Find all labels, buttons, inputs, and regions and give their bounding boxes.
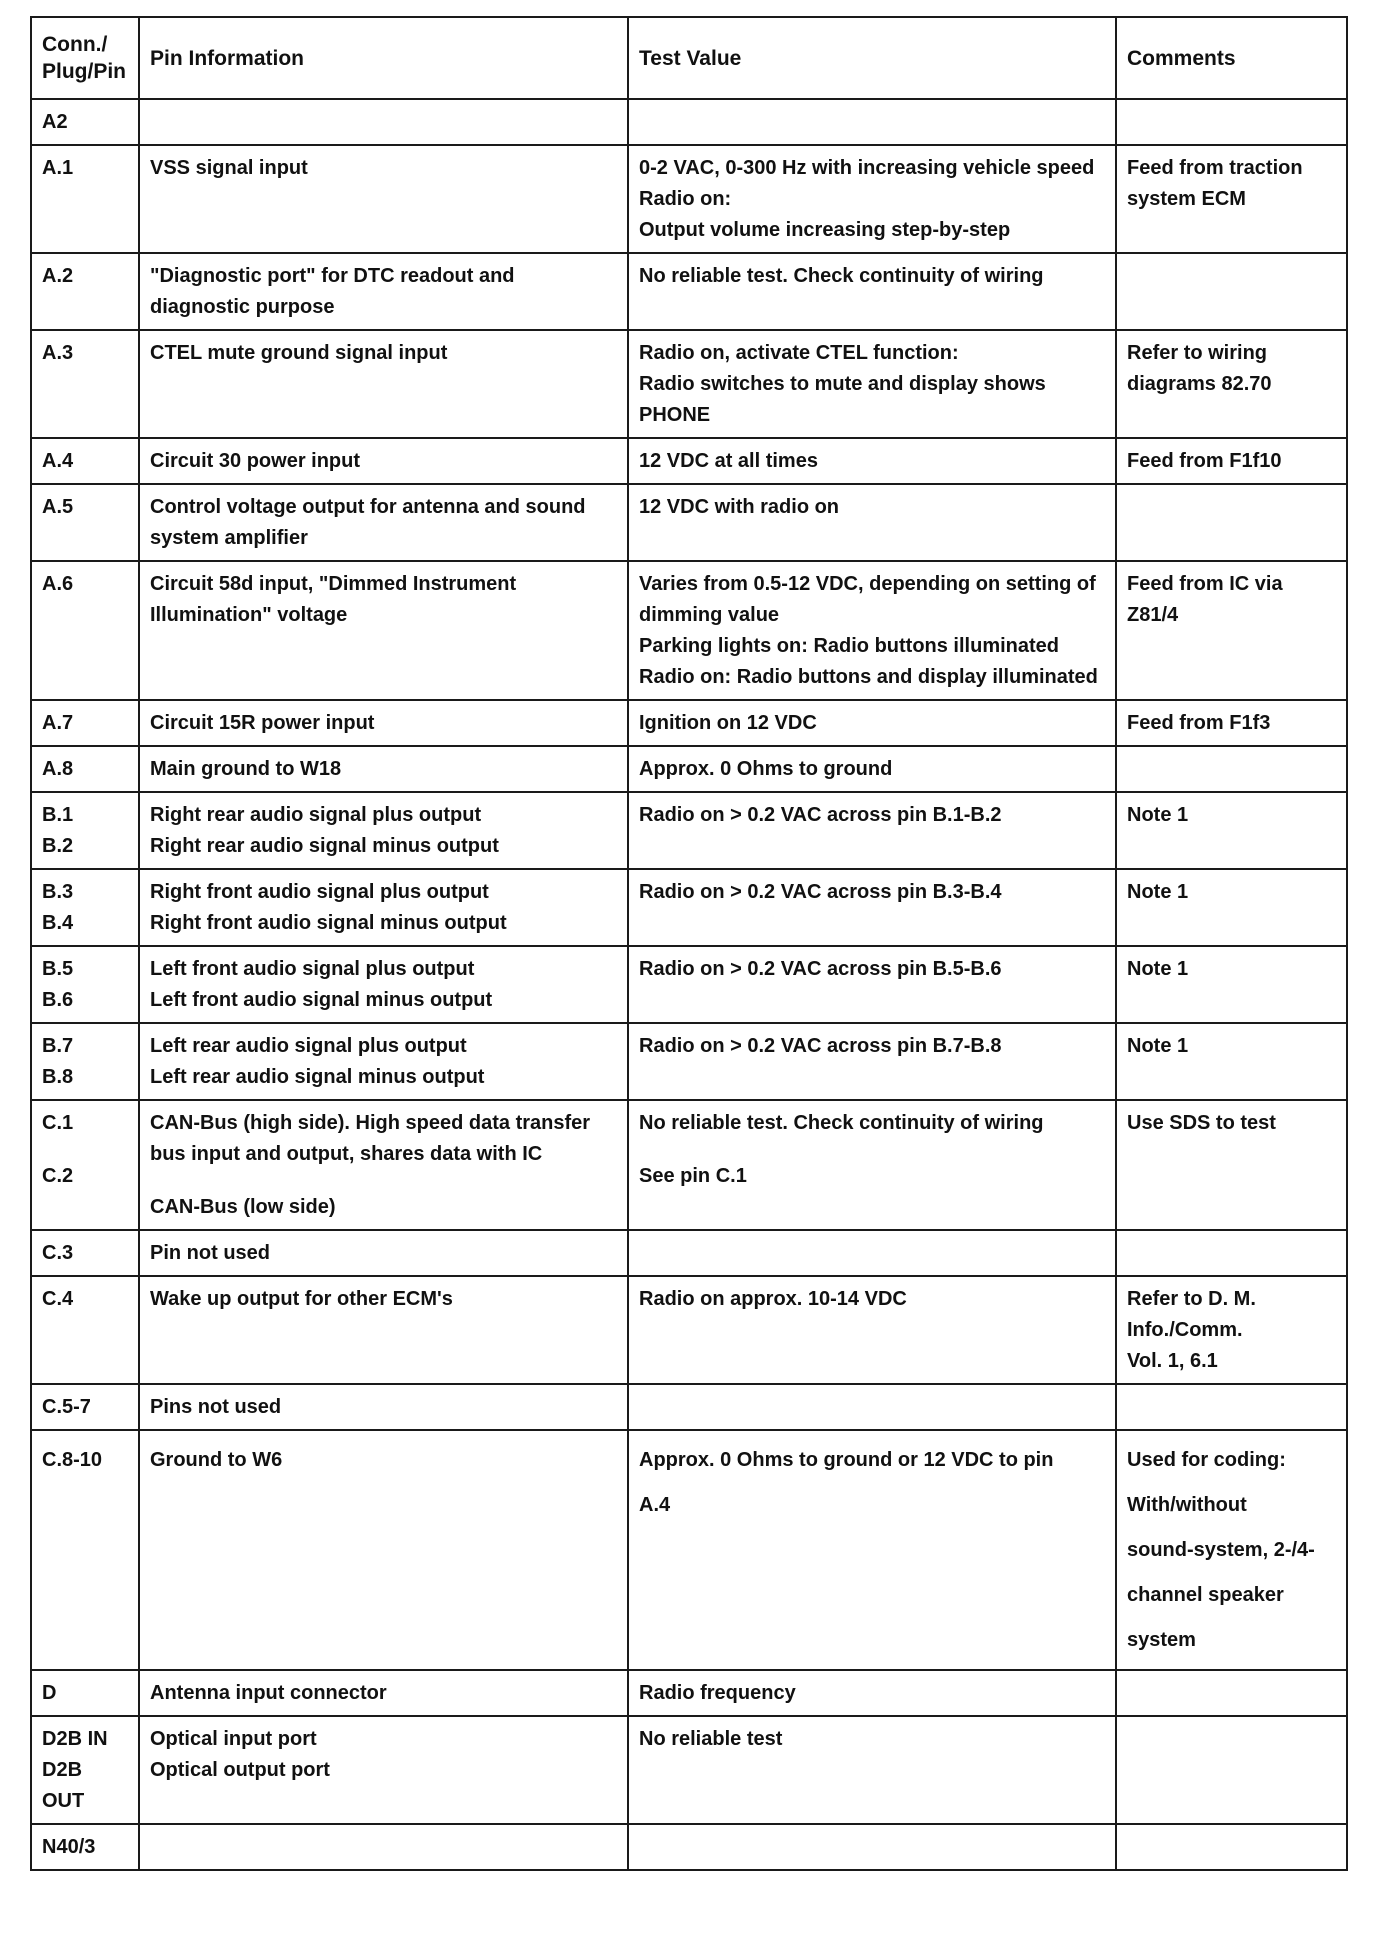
conn-cell (31, 1023, 139, 1100)
pin-information-cell-line: Right front audio signal plus output (150, 881, 489, 903)
test-value-cell-line: Varies from 0.5-12 VDC, depending on setting of dimming value (639, 573, 1096, 626)
pin-information-cell-line: Optical input port (150, 1728, 317, 1750)
pin-information-cell (139, 1276, 628, 1384)
comments-cell-line: Note 1 (1127, 958, 1189, 980)
pin-information-table (30, 16, 1348, 1871)
conn-cell (31, 792, 139, 869)
conn-cell (31, 484, 139, 561)
test-value-cell-line: Radio switches to mute and display shows PHONE (639, 373, 1046, 426)
pin-information-cell-line: Left front audio signal minus output (150, 989, 493, 1011)
pin-information-cell-line: Circuit 15R power input (150, 712, 375, 734)
test-value-cell-line: Radio on: (639, 188, 732, 210)
conn-cell (31, 946, 139, 1023)
pin-information-cell (139, 145, 628, 253)
table-row (31, 1276, 1347, 1384)
header-comments: Comments (1116, 17, 1347, 99)
test-value-cell (628, 1100, 1116, 1230)
pin-information-cell (139, 700, 628, 746)
pin-information-cell (139, 1100, 628, 1230)
comments-cell-line: Note 1 (1127, 881, 1189, 903)
test-value-cell (628, 946, 1116, 1023)
test-value-cell (628, 746, 1116, 792)
conn-cell-line: B.2 (42, 835, 74, 857)
comments-cell (1116, 253, 1347, 330)
conn-cell (31, 1430, 139, 1670)
comments-cell (1116, 1276, 1347, 1384)
test-value-cell-line: See pin C.1 (639, 1165, 747, 1187)
conn-cell-line: C.1 (42, 1112, 74, 1134)
table-row (31, 561, 1347, 700)
pin-information-cell-line: Right rear audio signal plus output (150, 804, 482, 826)
test-value-cell-line: 0-2 VAC, 0-300 Hz with increasing vehicle speed (639, 157, 1095, 179)
pin-information-cell-line: Left front audio signal plus output (150, 958, 475, 980)
header-conn-line: Plug/Pin (42, 60, 126, 83)
comments-cell-line: Vol. 1, 6.1 (1127, 1350, 1218, 1372)
comments-cell (1116, 145, 1347, 253)
conn-cell-line: A.4 (42, 450, 74, 472)
table-row (31, 253, 1347, 330)
pin-information-cell (139, 1230, 628, 1276)
test-value-cell-line: No reliable test (639, 1728, 783, 1750)
pin-information-cell-line: Pins not used (150, 1396, 282, 1418)
table-row (31, 145, 1347, 253)
comments-cell-line: Feed from traction system ECM (1127, 157, 1303, 210)
comments-cell (1116, 700, 1347, 746)
conn-cell (31, 1716, 139, 1824)
conn-cell (31, 99, 139, 145)
comments-cell (1116, 1384, 1347, 1430)
conn-cell-line: A.8 (42, 758, 74, 780)
pin-information-cell (139, 1824, 628, 1870)
header-conn-line: Conn./ (42, 33, 108, 56)
comments-cell-line: system (1127, 1629, 1196, 1651)
comments-cell (1116, 1100, 1347, 1230)
test-value-cell (628, 438, 1116, 484)
test-value-cell (628, 99, 1116, 145)
pin-information-cell-line: Ground to W6 (150, 1449, 283, 1471)
header-test-value: Test Value (628, 17, 1116, 99)
conn-cell (31, 1670, 139, 1716)
test-value-cell (628, 1716, 1116, 1824)
pin-information-cell-line: VSS signal input (150, 157, 308, 179)
pin-information-cell (139, 1384, 628, 1430)
comments-cell (1116, 946, 1347, 1023)
comments-cell (1116, 561, 1347, 700)
pin-information-cell-line: Pin not used (150, 1242, 270, 1264)
pin-information-cell (139, 1716, 628, 1824)
conn-cell-line: A.2 (42, 265, 74, 287)
test-value-cell (628, 330, 1116, 438)
table-row (31, 869, 1347, 946)
test-value-cell-line: Output volume increasing step-by-step (639, 219, 1011, 241)
test-value-cell-line: Approx. 0 Ohms to ground or 12 VDC to pin (639, 1449, 1054, 1471)
comments-cell-line: Refer to D. M. Info./Comm. (1127, 1288, 1256, 1341)
test-value-cell-line: 12 VDC with radio on (639, 496, 840, 518)
test-value-cell (628, 1384, 1116, 1430)
conn-cell-line: A.3 (42, 342, 74, 364)
conn-cell (31, 1230, 139, 1276)
table-row (31, 1670, 1347, 1716)
table-row (31, 1824, 1347, 1870)
pin-information-cell-line: "Diagnostic port" for DTC readout and diagnostic purpose (150, 265, 515, 318)
conn-cell (31, 438, 139, 484)
test-value-cell-line: No reliable test. Check continuity of wiring (639, 1112, 1044, 1134)
test-value-cell (628, 1276, 1116, 1384)
conn-cell-line: C.2 (42, 1165, 74, 1187)
conn-cell-line: B.6 (42, 989, 74, 1011)
test-value-cell (628, 145, 1116, 253)
comments-cell-line: With/without (1127, 1494, 1247, 1516)
comments-cell-line: sound-system, 2-/4- (1127, 1539, 1315, 1561)
test-value-cell-line: Radio on > 0.2 VAC across pin B.3-B.4 (639, 881, 1002, 903)
test-value-cell-line: A.4 (639, 1494, 671, 1516)
conn-cell (31, 561, 139, 700)
test-value-cell (628, 1230, 1116, 1276)
pin-information-cell (139, 746, 628, 792)
table-row (31, 1023, 1347, 1100)
conn-cell-line: C.4 (42, 1288, 74, 1310)
test-value-cell (628, 792, 1116, 869)
test-value-cell (628, 869, 1116, 946)
test-value-cell (628, 1023, 1116, 1100)
test-value-cell-line: Radio on > 0.2 VAC across pin B.1-B.2 (639, 804, 1002, 826)
pin-information-cell-line: Circuit 58d input, "Dimmed Instrument Illumination" voltage (150, 573, 517, 626)
conn-cell-line: A.5 (42, 496, 74, 518)
pin-information-cell-line: Main ground to W18 (150, 758, 342, 780)
test-value-cell (628, 561, 1116, 700)
table-row (31, 700, 1347, 746)
conn-cell-line: A.7 (42, 712, 74, 734)
conn-cell-line: C.3 (42, 1242, 74, 1264)
comments-cell-line: Feed from F1f3 (1127, 712, 1271, 734)
comments-cell (1116, 792, 1347, 869)
pin-information-cell-line: Wake up output for other ECM's (150, 1288, 453, 1310)
comments-cell (1116, 869, 1347, 946)
conn-cell-line: B.1 (42, 804, 74, 826)
conn-cell-line: B.8 (42, 1066, 74, 1088)
test-value-cell-line: No reliable test. Check continuity of wiring (639, 265, 1044, 287)
comments-cell-line: Used for coding: (1127, 1449, 1286, 1471)
table-row (31, 946, 1347, 1023)
conn-cell (31, 330, 139, 438)
pin-information-cell (139, 946, 628, 1023)
test-value-cell-line: Radio on approx. 10-14 VDC (639, 1288, 907, 1310)
conn-cell (31, 1276, 139, 1384)
pin-information-cell-line: CTEL mute ground signal input (150, 342, 448, 364)
conn-cell (31, 1824, 139, 1870)
conn-cell-line: B.3 (42, 881, 74, 903)
test-value-cell (628, 253, 1116, 330)
conn-cell (31, 700, 139, 746)
comments-cell (1116, 1824, 1347, 1870)
test-value-cell-line: 12 VDC at all times (639, 450, 818, 472)
pin-information-cell (139, 438, 628, 484)
comments-cell-line: Refer to wiring diagrams 82.70 (1127, 342, 1272, 395)
comments-cell-line: Feed from IC via Z81/4 (1127, 573, 1283, 626)
test-value-cell-line: Parking lights on: Radio buttons illuminated (639, 635, 1059, 657)
comments-cell (1116, 330, 1347, 438)
conn-cell-line: D2B IN (42, 1728, 108, 1750)
pin-information-cell-line: Circuit 30 power input (150, 450, 361, 472)
table-row (31, 1430, 1347, 1670)
test-value-cell-line: Radio frequency (639, 1682, 796, 1704)
conn-cell-line: C.8-10 (42, 1449, 103, 1471)
conn-cell-line: B.4 (42, 912, 74, 934)
pin-information-cell (139, 1430, 628, 1670)
conn-cell-line: B.5 (42, 958, 74, 980)
comments-cell (1116, 1230, 1347, 1276)
table-row (31, 746, 1347, 792)
pin-information-cell (139, 1670, 628, 1716)
conn-cell-line: D (42, 1682, 57, 1704)
conn-cell (31, 746, 139, 792)
table-body (31, 99, 1347, 1870)
comments-cell (1116, 99, 1347, 145)
pin-information-cell (139, 869, 628, 946)
test-value-cell (628, 1430, 1116, 1670)
conn-cell-line: A2 (42, 111, 68, 133)
comments-cell (1116, 746, 1347, 792)
test-value-cell (628, 700, 1116, 746)
comments-cell-line: Note 1 (1127, 1035, 1189, 1057)
pin-information-cell-line: Right rear audio signal minus output (150, 835, 499, 857)
test-value-cell (628, 484, 1116, 561)
pin-information-cell-line: Antenna input connector (150, 1682, 387, 1704)
pin-information-cell-line: CAN-Bus (low side) (150, 1196, 336, 1218)
conn-cell (31, 1100, 139, 1230)
pin-information-cell (139, 792, 628, 869)
comments-cell-line: Note 1 (1127, 804, 1189, 826)
pin-information-cell-line: Left rear audio signal plus output (150, 1035, 467, 1057)
table-row (31, 438, 1347, 484)
table-row (31, 1230, 1347, 1276)
conn-cell-line: A.1 (42, 157, 74, 179)
conn-cell-line: B.7 (42, 1035, 74, 1057)
header-pin-information: Pin Information (139, 17, 628, 99)
pin-information-cell (139, 99, 628, 145)
pin-information-cell (139, 253, 628, 330)
table-row (31, 99, 1347, 145)
test-value-cell-line: Approx. 0 Ohms to ground (639, 758, 893, 780)
pin-information-cell (139, 330, 628, 438)
comments-cell-line: Feed from F1f10 (1127, 450, 1282, 472)
comments-cell (1116, 1430, 1347, 1670)
conn-cell (31, 253, 139, 330)
test-value-cell-line: Radio on, activate CTEL function: (639, 342, 959, 364)
conn-cell (31, 869, 139, 946)
pin-information-cell (139, 484, 628, 561)
table-row (31, 1100, 1347, 1230)
pin-information-cell-line: Right front audio signal minus output (150, 912, 507, 934)
pin-information-cell (139, 561, 628, 700)
table-row (31, 330, 1347, 438)
header-conn (31, 17, 139, 99)
conn-cell-line: N40/3 (42, 1836, 96, 1858)
pin-information-cell (139, 1023, 628, 1100)
comments-cell (1116, 1716, 1347, 1824)
conn-cell-line: D2B OUT (42, 1759, 85, 1812)
conn-cell (31, 145, 139, 253)
test-value-cell (628, 1824, 1116, 1870)
header-row (31, 17, 1347, 99)
table-row (31, 1384, 1347, 1430)
test-value-cell (628, 1670, 1116, 1716)
test-value-cell-line: Radio on > 0.2 VAC across pin B.5-B.6 (639, 958, 1002, 980)
conn-cell-line: C.5-7 (42, 1396, 91, 1418)
comments-cell (1116, 484, 1347, 561)
pin-information-cell-line: CAN-Bus (high side). High speed data transfer bus input and output, shares data with IC (150, 1112, 591, 1165)
comments-cell-line: Use SDS to test (1127, 1112, 1276, 1134)
pin-information-cell-line: Control voltage output for antenna and sound system amplifier (150, 496, 586, 549)
pin-information-cell-line: Left rear audio signal minus output (150, 1066, 485, 1088)
comments-cell-line: channel speaker (1127, 1584, 1284, 1606)
table-row (31, 484, 1347, 561)
test-value-cell-line: Radio on: Radio buttons and display illuminated (639, 666, 1098, 688)
comments-cell (1116, 1670, 1347, 1716)
table-row (31, 1716, 1347, 1824)
test-value-cell-line: Ignition on 12 VDC (639, 712, 817, 734)
table-row (31, 792, 1347, 869)
comments-cell (1116, 1023, 1347, 1100)
pin-information-cell-line: Optical output port (150, 1759, 330, 1781)
comments-cell (1116, 438, 1347, 484)
test-value-cell-line: Radio on > 0.2 VAC across pin B.7-B.8 (639, 1035, 1002, 1057)
conn-cell (31, 1384, 139, 1430)
conn-cell-line: A.6 (42, 573, 74, 595)
